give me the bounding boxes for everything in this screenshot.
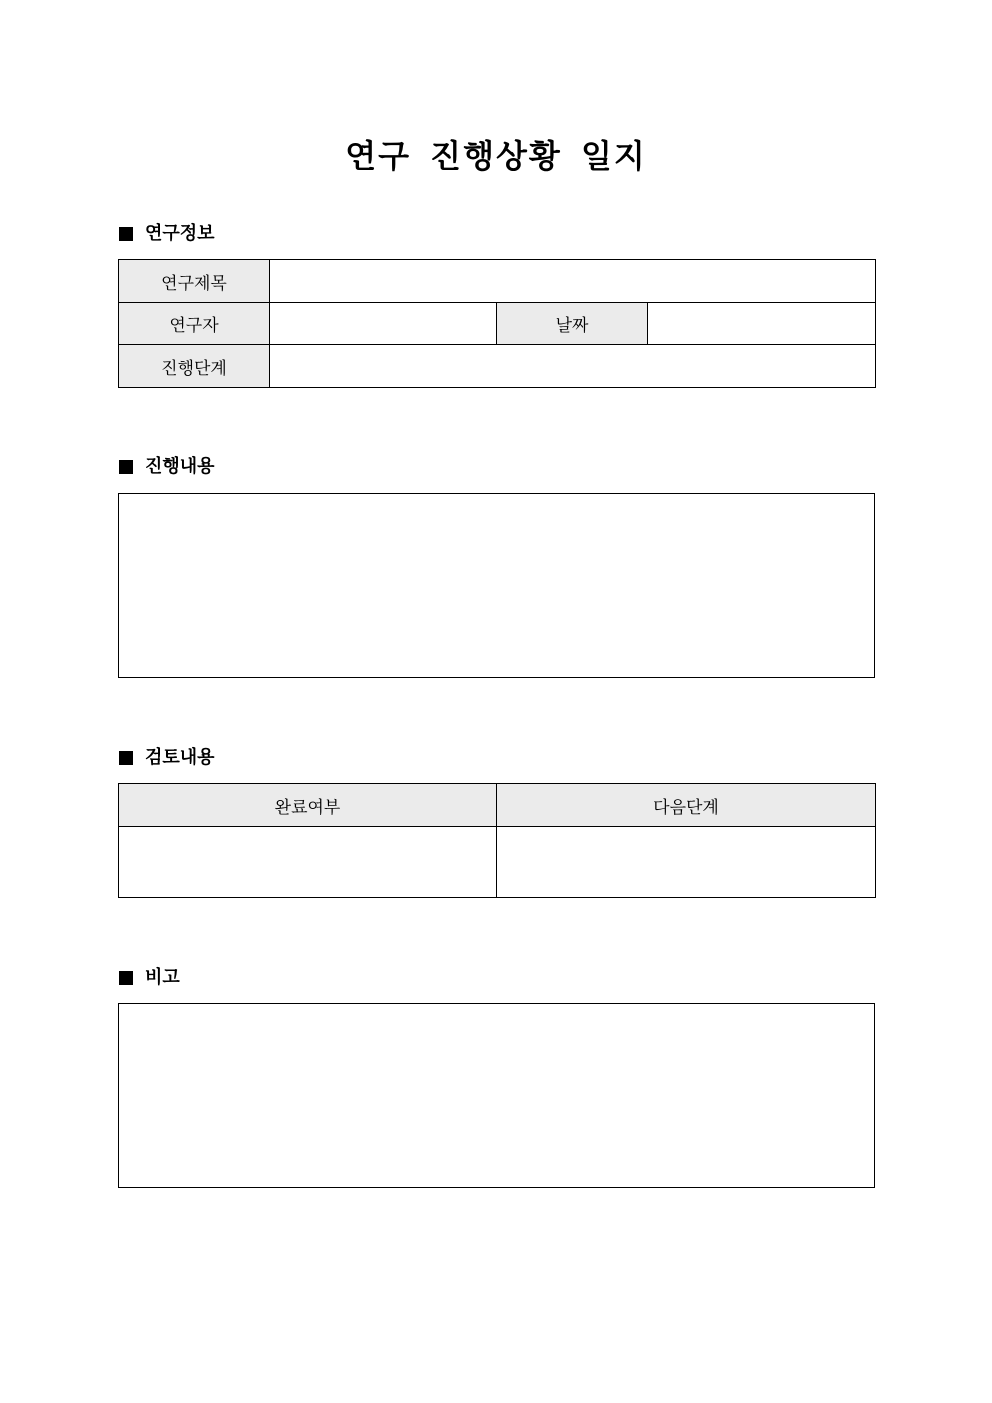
remarks-content-box[interactable] (118, 1003, 875, 1188)
research-title-label: 연구제목 (119, 260, 270, 303)
table-row (119, 345, 876, 388)
date-label: 날짜 (497, 303, 648, 345)
completion-status-field[interactable] (119, 827, 497, 898)
section-heading-label: 연구정보 (145, 223, 215, 244)
stage-field[interactable] (270, 345, 876, 388)
square-bullet-icon (119, 971, 133, 985)
research-title-field[interactable] (270, 260, 876, 303)
table-row (119, 784, 876, 827)
section-heading-label: 비고 (145, 967, 180, 988)
stage-label: 진행단계 (119, 345, 270, 388)
table-row (119, 827, 876, 898)
completion-status-header: 완료여부 (119, 784, 497, 827)
section-heading-progress (119, 455, 215, 479)
page-title: 연구 진행상황 일지 (345, 137, 647, 175)
review-table (118, 783, 876, 898)
section-heading-review (119, 746, 215, 770)
research-info-table (118, 259, 876, 388)
square-bullet-icon (119, 460, 133, 474)
section-heading-research-info (119, 222, 215, 246)
next-step-field[interactable] (497, 827, 876, 898)
section-heading-remarks (119, 966, 180, 990)
date-field[interactable] (648, 303, 876, 345)
square-bullet-icon (119, 227, 133, 241)
section-heading-label: 검토내용 (145, 747, 215, 768)
square-bullet-icon (119, 751, 133, 765)
table-row (119, 260, 876, 303)
researcher-label: 연구자 (119, 303, 270, 345)
progress-content-box[interactable] (118, 493, 875, 678)
section-heading-label: 진행내용 (145, 456, 215, 477)
table-row (119, 303, 876, 345)
researcher-field[interactable] (270, 303, 497, 345)
next-step-header: 다음단계 (497, 784, 876, 827)
